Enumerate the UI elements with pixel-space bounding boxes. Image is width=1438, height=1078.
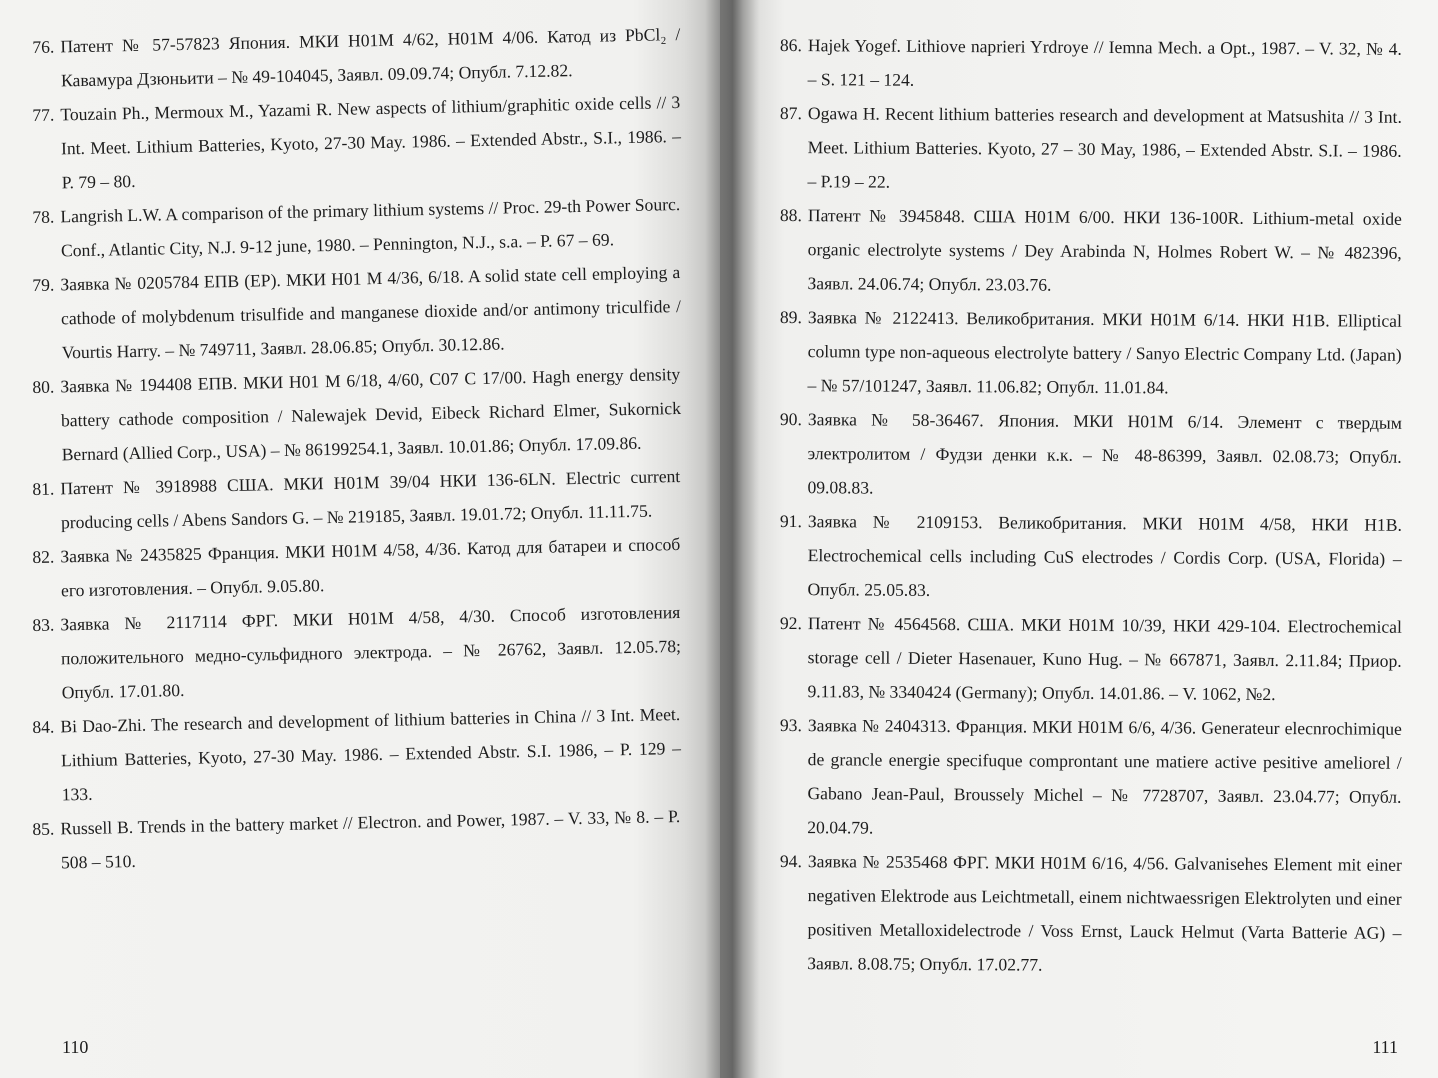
- page-number-right: 111: [1372, 1037, 1398, 1057]
- page-number-left: 110: [62, 1037, 89, 1057]
- reference-item: 89. Заявка № 2122413. Великобритания. МКИ H01M 6/14. НКИ H1B. Elliptical column type non-aqueous electrolyte battery / Sanyo Electric Company Ltd. (Japan) – № 57/101247, Заявл. 11.06.82; Опубл. 11.01.84.: [779, 306, 1402, 398]
- reference-item: 78. Langrish L.W. A comparison of the primary lithium systems // Proc. 29-th Power Sourc. Conf., Atlantic City, N.J. 9-12 june, 1980. – Pennington, N.J., s.a. – P. 67 – 69.: [32, 193, 681, 261]
- reference-item: 87. Ogawa H. Recent lithium batteries research and development at Matsushita // 3 Int. Meet. Lithium Batteries. Kyoto, 27 – 30 May, 1986, – Extended Abstr. S.I. – 1986. – P.19 – 22.: [779, 102, 1402, 192]
- reference-item: 92. Патент № 4564568. США. МКИ H01M 10/39, НКИ 429-104. Electrochemical storage cell / Dieter Hasenauer, Kuno Hug. – № 667871, Заявл. 2.11.84; Приор. 9.11.83, № 3340424 (Germany); Опубл. 14.01.86. – V. 1062, №2.: [779, 612, 1402, 705]
- reference-item: 94. Заявка № 2535468 ФРГ. МКИ H01M 6/16, 4/56. Galvanisehes Element mit einer negativen Elektrode aus Leichtmetall, einem nichtwaessrigen Elektrolyten und einer positiven Metalloxidelectrode / Voss Ernst, Lauck Helmut (Varta Batterie AG) – Заявл. 8.08.75; Опубл. 17.02.77.: [779, 850, 1402, 975]
- reference-item: 90. Заявка № 58-36467. Япония. МКИ H01M 6/14. Элемент с твердым электролитом / Фудзи денки к.к. – № 48-86399, Заявл. 02.08.73; Опубл. 09.08.83.: [779, 408, 1402, 498]
- reference-item: 80. Заявка № 194408 ЕПВ. МКИ H01 M 6/18, 4/60, C07 C 17/00. Hagh energy density battery cathode composition / Nalewajek Devid, Eibeck Richard Elmer, Sukornick Bernard (Allied Corp., USA) – № 86199254.1, Заявл. 10.01.86; Опубл. 17.09.86.: [32, 363, 682, 465]
- reference-item: 83. Заявка № 2117114 ФРГ. МКИ H01M 4/58, 4/30. Способ изготовления положительного медно-сульфидного электрода. – № 26762, Заявл. 12.05.78; Опубл. 17.01.80.: [32, 601, 682, 703]
- reference-item: 93. Заявка № 2404313. Франция. МКИ H01M 6/6, 4/36. Generateur elecnrochimique de grancle energie specifuque comprontant une matiere active pesitive ameliorel / Gabano Jean-Paul, Broussely Michel – № 7728707, Заявл. 23.04.77; Опубл. 20.04.79.: [779, 714, 1402, 838]
- right-page: [720, 0, 1438, 1078]
- reference-item: 77. Touzain Ph., Mermoux M., Yazami R. New aspects of lithium/graphitic oxide cells // 3 Int. Meet. Lithium Batteries, Kyoto, 27-30 May. 1986. – Extended Abstr., S.I., 1986. – P. 79 – 80.: [32, 91, 682, 193]
- reference-list-right: [780, 28, 1402, 980]
- reference-item: 86. Hajek Yogef. Lithiove naprieri Yrdroye // Iemna Mech. a Opt., 1987. – V. 32, № 4. – S. 121 – 124.: [779, 34, 1402, 90]
- reference-item: 85. Russell B. Trends in the battery market // Electron. and Power, 1987. – V. 33, № 8. – P. 508 – 510.: [32, 805, 681, 873]
- reference-list-left: [32, 23, 682, 880]
- reference-item: 82. Заявка № 2435825 Франция. МКИ H01M 4/58, 4/36. Катод для батареи и способ его изготовления. – Опубл. 9.05.80.: [32, 533, 681, 601]
- reference-item: 76. Патент № 57-57823 Япония. МКИ H01M 4/62, H01M 4/06. Катод из PbCl₂ / Кавамура Дзюньити – № 49-104045, Заявл. 09.09.74; Опубл. 7.12.82.: [32, 23, 681, 91]
- reference-item: 88. Патент № 3945848. США H01M 6/00. НКИ 136-100R. Lithium-metal oxide organic electrolyte systems / Dey Arabinda N, Holmes Robert W. – № 482396, Заявл. 24.06.74; Опубл. 23.03.76.: [779, 204, 1402, 295]
- reference-item: 79. Заявка № 0205784 ЕПВ (EP). МКИ H01 M 4/36, 6/18. A solid state cell employing a cathode of molybdenum trisulfide and manganese dioxide and/or antimony triculfide / Vourtis Harry. – № 749711, Заявл. 28.06.85; Опубл. 30.12.86.: [32, 261, 682, 363]
- reference-item: 81. Патент № 3918988 США. МКИ H01M 39/04 НКИ 136-6LN. Electric current producing cells / Abens Sandors G. – № 219185, Заявл. 19.01.72; Опубл. 11.11.75.: [32, 465, 681, 533]
- reference-item: 91. Заявка № 2109153. Великобритания. МКИ H01M 4/58, НКИ H1B. Electrochemical cells including CuS electrodes / Cordis Corp. (USA, Florida) – Опубл. 25.05.83.: [779, 510, 1402, 600]
- reference-item: 84. Bi Dao-Zhi. The research and development of lithium batteries in China // 3 Int. Meet. Lithium Batteries, Kyoto, 27-30 May. 1986. – Extended Abstr. S.I. 1986, – P. 129 – 133.: [32, 703, 682, 805]
